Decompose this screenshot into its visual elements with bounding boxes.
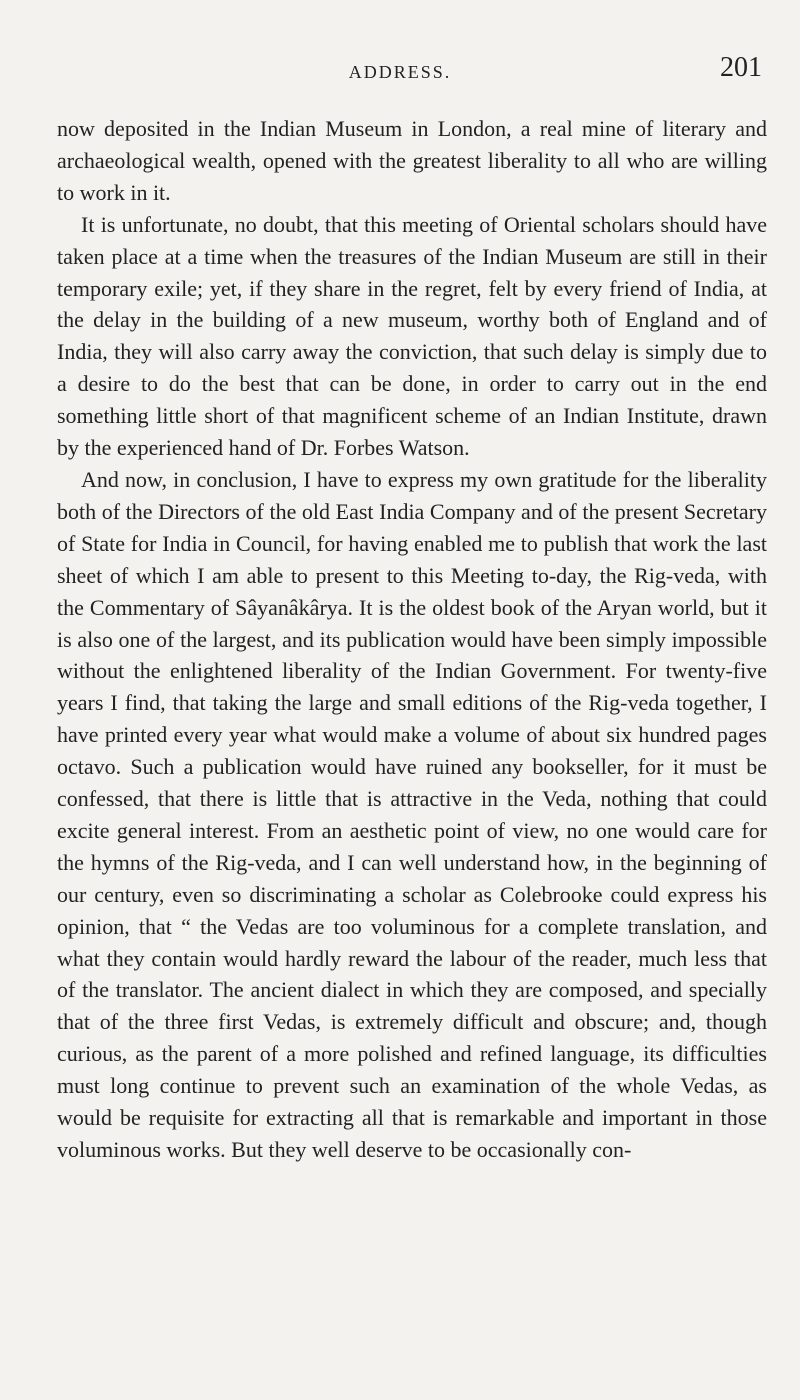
running-head xyxy=(0,52,800,92)
paragraph: now deposited in the Indian Museum in London, a real mine of literary and archaeological wealth, opened with the greatest liberality to all who are willing to work in it. xyxy=(57,116,767,205)
paragraph: And now, in conclusion, I have to express my own gratitude for the liberality both of the Directors of the old East India Company and of the present Secretary of State for India in Council, for having enabled me to publish that work the last sheet of which I am able to present to this Meeting to-day, the Rig-veda, with the Commentary of Sâyanâkârya. It is the oldest book of the Aryan world, but it is also one of the largest, and its publication would have been simply impossible without the enlightened liberality of the Indian Government. For twenty-five years I find, that taking the large and small editions of the Rig-veda together, I have printed every year what would make a volume of about six hundred pages octavo. Such a publication would have ruined any bookseller, for it must be confessed, that there is little that is attractive in the Veda, nothing that could excite general interest. From an aesthetic point of view, no one would care for the hymns of the Rig-veda, and I can well understand how, in the beginning of our century, even so discriminating a scholar as Colebrooke could express his opinion, that “ the Vedas are too voluminous for a complete translation, and what they contain would hardly reward the labour of the reader, much less that of the translator. The ancient dialect in which they are composed, and specially that of the three first Vedas, is extremely difficult and obscure; and, though curious, as the parent of a more polished and refined language, its difficulties must long continue to prevent such an examination of the whole Vedas, as would be requisite for extracting all that is remarkable and important in those voluminous works. But they well deserve to be occasionally con- xyxy=(57,466,767,1162)
page-number: 201 xyxy=(720,52,762,83)
running-title: ADDRESS. xyxy=(348,62,452,82)
paragraph: It is unfortunate, no doubt, that this meeting of Oriental scholars should have taken place at a time when the treasures of the Indian Museum are still in their temporary exile; yet, if they share in the regret, felt by every friend of India, at the delay in the building of a new museum, worthy both of England and of India, they will also carry away the conviction, that such delay is simply due to a desire to do the best that can be done, in order to carry out in the end something little short of that magnificent scheme of an Indian Institute, drawn by the experienced hand of Dr. Forbes Watson. xyxy=(57,211,767,461)
body-text xyxy=(57,113,767,1166)
